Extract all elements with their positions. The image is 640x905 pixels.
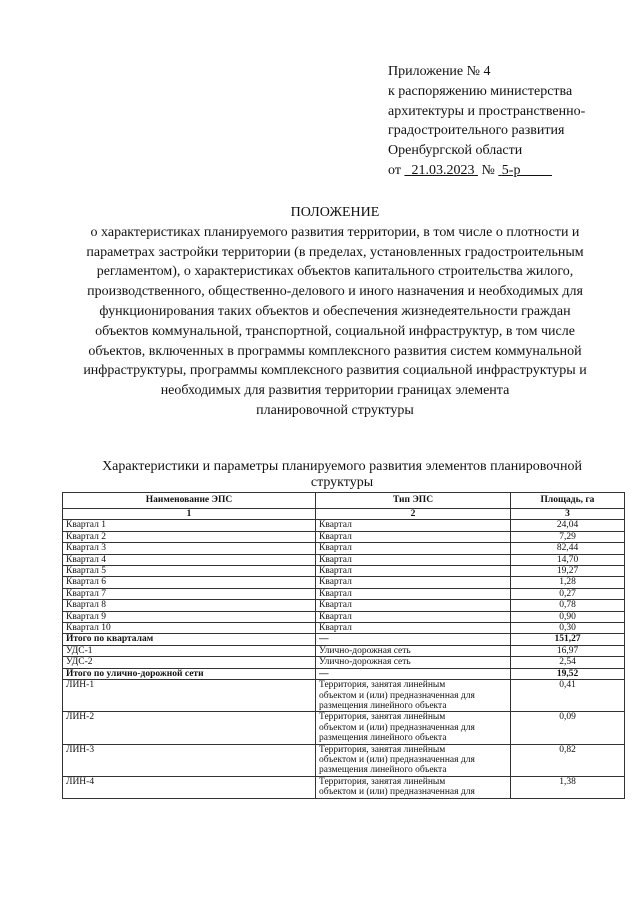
cell-area: 151,27 xyxy=(511,634,625,645)
cell-name: Квартал 2 xyxy=(63,531,316,542)
cell-type xyxy=(316,776,511,798)
appendix-line: Приложение № 4 xyxy=(388,64,491,79)
appendix-date-line xyxy=(388,161,628,181)
cell-name: Квартал 4 xyxy=(63,554,316,565)
column-number: 3 xyxy=(511,509,625,520)
cell-area: 1,38 xyxy=(511,776,625,798)
cell-area: 82,44 xyxy=(511,543,625,554)
appendix-line: архитектуры и пространственно- xyxy=(388,103,586,119)
cell-type-line: объектом и (или) предназначенная для xyxy=(319,754,475,765)
title-line: параметрах застройки территории (в пределах, установленных градостроительным xyxy=(86,244,584,260)
cell-area: 0,78 xyxy=(511,600,625,611)
cell-area: 2,54 xyxy=(511,657,625,668)
cell-area: 0,09 xyxy=(511,712,625,744)
cell-name: Квартал 6 xyxy=(63,577,316,588)
eps-table xyxy=(62,492,625,799)
cell-type: Квартал xyxy=(316,588,511,599)
header-type: Тип ЭПС xyxy=(316,493,511,509)
cell-name: Итого по улично-дорожной сети xyxy=(63,668,316,679)
cell-type: Квартал xyxy=(316,566,511,577)
cell-type-line: размещения линейного объекта xyxy=(319,765,447,776)
table-row xyxy=(63,554,625,565)
title-line: регламентом), о характеристиках объектов капитального строительства жилого, xyxy=(96,264,574,280)
table-row xyxy=(63,611,625,622)
cell-area: 19,27 xyxy=(511,566,625,577)
table-row xyxy=(63,577,625,588)
cell-type: Квартал xyxy=(316,554,511,565)
cell-type-line: объектом и (или) предназначенная для xyxy=(319,722,475,733)
cell-type-line: объектом и (или) предназначенная для xyxy=(319,690,475,701)
table-row xyxy=(63,543,625,554)
title-line: необходимых для развития территории границах элемента xyxy=(160,383,510,399)
cell-name: ЛИН-2 xyxy=(63,712,316,744)
title-line: производственного, общественно-делового и иного назначения и необходимых для xyxy=(87,284,583,300)
document-title xyxy=(40,203,630,421)
header-area: Площадь, га xyxy=(511,493,625,509)
table-row xyxy=(63,634,625,645)
cell-area: 0,82 xyxy=(511,744,625,776)
cell-type-line: Территория, занятая линейным xyxy=(319,712,446,723)
cell-type-line: Территория, занятая линейным xyxy=(319,776,446,787)
cell-type-line: Территория, занятая линейным xyxy=(319,680,446,691)
appendix-line: к распоряжению министерства xyxy=(388,83,573,99)
cell-type: Квартал xyxy=(316,600,511,611)
cell-area: 19,52 xyxy=(511,668,625,679)
table-row xyxy=(63,657,625,668)
cell-type: Квартал xyxy=(316,577,511,588)
cell-type: Квартал xyxy=(316,543,511,554)
cell-area: 16,97 xyxy=(511,645,625,656)
table-row xyxy=(63,680,625,712)
cell-name: Квартал 9 xyxy=(63,611,316,622)
cell-type: Квартал xyxy=(316,520,511,531)
cell-name: Итого по кварталам xyxy=(63,634,316,645)
header-name: Наименование ЭПС xyxy=(63,493,316,509)
cell-name: Квартал 7 xyxy=(63,588,316,599)
column-number-row xyxy=(63,509,625,520)
cell-name: Квартал 10 xyxy=(63,623,316,634)
cell-type xyxy=(316,712,511,744)
cell-area: 0,41 xyxy=(511,680,625,712)
table-row xyxy=(63,600,625,611)
cell-type-line: размещения линейного объекта xyxy=(319,733,447,744)
cell-type: Квартал xyxy=(316,531,511,542)
date-prefix: от xyxy=(388,162,405,178)
cell-name: УДС-2 xyxy=(63,657,316,668)
title-line: о характеристиках планируемого развития территории, в том числе о плотности и xyxy=(90,224,580,240)
cell-type-line: Территория, занятая линейным xyxy=(319,744,446,755)
caption-line: структуры xyxy=(310,475,374,490)
table-row xyxy=(63,531,625,542)
table-row xyxy=(63,520,625,531)
title-line: планировочной структуры xyxy=(256,402,414,418)
table-row xyxy=(63,744,625,776)
cell-type: — xyxy=(316,634,511,645)
title-line: функционирования таких объектов и обеспечения жизнедеятельности граждан xyxy=(99,303,571,319)
caption-line: Характеристики и параметры планируемого развития элементов планировочной xyxy=(102,459,582,474)
title-line: объектов коммунальной, транспортной, социальной инфраструктур, в том числе xyxy=(95,323,575,339)
cell-name: ЛИН-1 xyxy=(63,680,316,712)
number-label: № xyxy=(477,162,499,178)
cell-area: 0,30 xyxy=(511,623,625,634)
cell-name: ЛИН-4 xyxy=(63,776,316,798)
cell-area: 0,90 xyxy=(511,611,625,622)
cell-area: 14,70 xyxy=(511,554,625,565)
cell-name: Квартал 3 xyxy=(63,543,316,554)
title-line: объектов, включенных в программы комплексного развития систем коммунальной xyxy=(88,343,582,359)
table-caption xyxy=(52,459,632,491)
title-heading: ПОЛОЖЕНИЕ xyxy=(290,205,380,220)
cell-name: УДС-1 xyxy=(63,645,316,656)
cell-type-line: объектом и (или) предназначенная для xyxy=(319,787,475,798)
appendix-line: градостроительного развития xyxy=(388,123,565,139)
cell-type: — xyxy=(316,668,511,679)
cell-type: Улично-дорожная сеть xyxy=(316,657,511,668)
cell-type: Квартал xyxy=(316,611,511,622)
column-number: 2 xyxy=(316,509,511,520)
table-row xyxy=(63,588,625,599)
column-number: 1 xyxy=(63,509,316,520)
table-row xyxy=(63,623,625,634)
table-row xyxy=(63,566,625,577)
cell-area: 24,04 xyxy=(511,520,625,531)
cell-type xyxy=(316,744,511,776)
table-header-row xyxy=(63,493,625,509)
cell-name: Квартал 8 xyxy=(63,600,316,611)
table-row xyxy=(63,668,625,679)
table-row xyxy=(63,645,625,656)
cell-name: ЛИН-3 xyxy=(63,744,316,776)
cell-type: Квартал xyxy=(316,623,511,634)
cell-name: Квартал 5 xyxy=(63,566,316,577)
cell-name: Квартал 1 xyxy=(63,520,316,531)
cell-area: 7,29 xyxy=(511,531,625,542)
cell-area: 0,27 xyxy=(511,588,625,599)
date-value: 21.03.2023 xyxy=(411,162,475,178)
appendix-line: Оренбургской области xyxy=(388,143,523,159)
table-row xyxy=(63,712,625,744)
number-value: 5-р xyxy=(501,162,521,178)
title-line: инфраструктуры, программы комплексного развития социальной инфраструктуры и xyxy=(83,363,587,379)
cell-type: Улично-дорожная сеть xyxy=(316,645,511,656)
table-row xyxy=(63,776,625,798)
appendix-block xyxy=(388,62,628,181)
cell-type xyxy=(316,680,511,712)
cell-area: 1,28 xyxy=(511,577,625,588)
cell-type-line: размещения линейного объекта xyxy=(319,700,447,711)
